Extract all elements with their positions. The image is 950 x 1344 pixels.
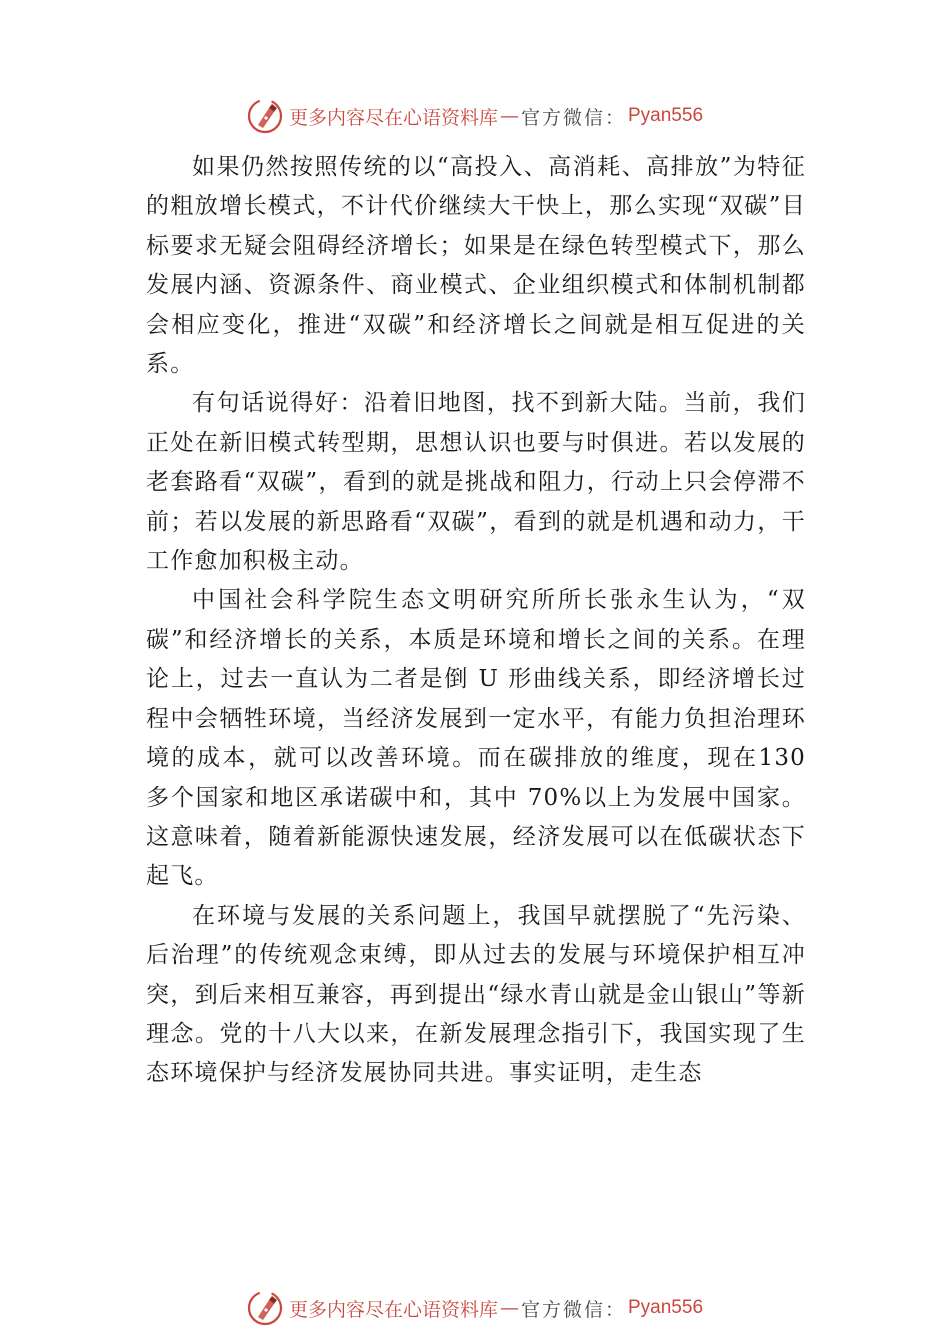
footer-library-text: 更多内容尽在心语资料库 (288, 1298, 498, 1321)
document-body (146, 148, 806, 1094)
header-watermark (0, 96, 950, 136)
paragraph-2: 有句话说得好：沿着旧地图，找不到新大陆。当前，我们正处在新旧模式转型期，思想认识也要与时俱进。若以发展的老套路看“双碳”，看到的就是挑战和阻力，行动上只会停滞不前；若以发展的新思路看“双碳”，看到的就是机遇和动力，干工作愈加积极主动。 (146, 390, 806, 575)
pen-nib-logo-icon (247, 1290, 283, 1326)
paragraph-4: 在环境与发展的关系问题上，我国早就摆脱了“先污染、后治理”的传统观念束缚，即从过去的发展与环境保护相互冲突，到后来相互兼容，再到提出“绿水青山就是金山银山”等新理念。党的十八大以来，在新发展理念指引下，我国实现了生态环境保护与经济发展协同共进。事实证明，走生态 (146, 902, 806, 1087)
footer-official-label: 官方微信： (520, 1298, 626, 1321)
pen-nib-logo-icon (247, 98, 283, 134)
footer-dash: — (499, 1297, 519, 1319)
footer-watermark (0, 1288, 950, 1328)
header-wechat-handle: Pyan556 (628, 105, 704, 126)
footer-wechat-handle: Pyan556 (628, 1297, 704, 1318)
header-dash: — (499, 105, 519, 127)
paragraph-1: 如果仍然按照传统的以“高投入、高消耗、高排放”为特征的粗放增长模式，不计代价继续大干快上，那么实现“双碳”目标要求无疑会阻碍经济增长；如果是在绿色转型模式下，那么发展内涵、资源条件、商业模式、企业组织模式和体制机制都会相应变化，推进“双碳”和经济增长之间就是相互促进的关系。 (146, 154, 806, 378)
header-library-text: 更多内容尽在心语资料库 (288, 106, 498, 129)
paragraph-3: 中国社会科学院生态文明研究所所长张永生认为，“双碳”和经济增长的关系，本质是环境和增长之间的关系。在理论上，过去一直认为二者是倒 U 形曲线关系，即经济增长过程中会牺牲环境，当经济发展到一定水平，有能力负担治理环境的成本，就可以改善环境。而在碳排放的维度，现在130 多个国家和地区承诺碳中和，其中 70%以上为发展中国家。这意味着，随着新能源快速发展，经济发展可以在低碳状态下起飞。 (146, 587, 806, 890)
header-official-label: 官方微信： (520, 106, 626, 129)
